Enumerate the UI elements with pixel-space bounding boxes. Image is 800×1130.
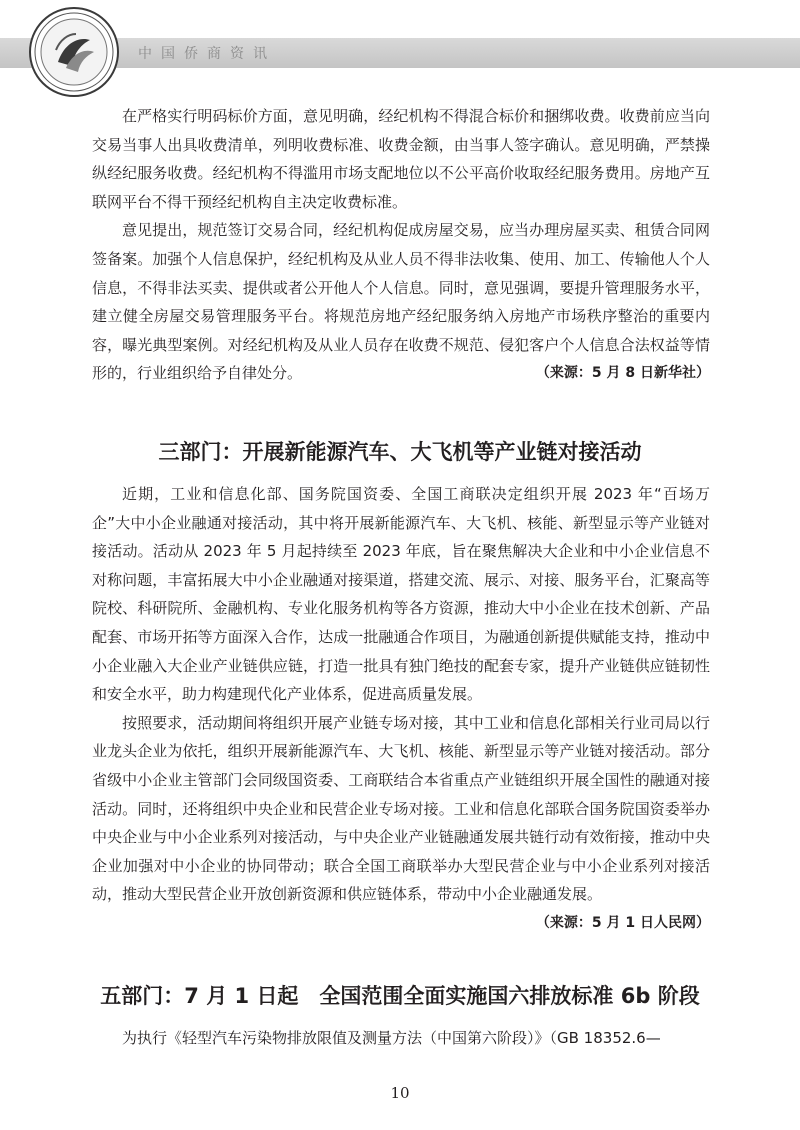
header-band	[0, 38, 800, 68]
page-number: 10	[390, 1084, 410, 1102]
paragraph: 为执行《轻型汽车污染物排放限值及测量方法（中国第六阶段）》（GB 18352.6—	[122, 1029, 661, 1047]
source-note: （来源：5 月 8 日新华社）	[535, 365, 710, 382]
article-title: 五部门：7 月 1 日起 全国范围全面实施国六排放标准 6b 阶段	[100, 984, 700, 1008]
paragraph: 在严格实行明码标价方面，意见明确，经纪机构不得混合标价和捆绑收费。收费前应当向交易当事人出具收费清单，列明收费标准、收费金额，由当事人签字确认。意见明确，严禁操纵经纪服务收费。经纪机构不得滥用市场支配地位以不公平高价收取经纪服务费用。房地产互联网平台不得干预经纪机构自主决定收费标准。	[92, 107, 710, 211]
paragraph: 按照要求，活动期间将组织开展产业链专场对接，其中工业和信息化部相关行业司局以行业龙头企业为依托，组织开展新能源汽车、大飞机、核能、新型显示等产业链对接活动。部分省级中小企业主管部门会同级国资委、工商联结合本省重点产业链组织开展全国性的融通对接活动。同时，还将组织中央企业和民营企业专场对接。工业和信息化部联合国务院国资委举办中央企业与中小企业系列对接活动，与中央企业产业链融通发展共链行动有效衔接，推动中央企业加强对中小企业的协同带动；联合全国工商联举办大型民营企业与中小企业系列对接活动，推动大型民营企业开放创新资源和供应链体系，带动中小企业融通发展。	[92, 713, 710, 904]
article-emission-standard	[92, 1024, 710, 1053]
paragraph: 近期，工业和信息化部、国务院国资委、全国工商联决定组织开展 2023 年“百场万企”大中小企业融通对接活动，其中将开展新能源汽车、大飞机、核能、新型显示等产业链对接活动。活动从 2023 年 5 月起持续至 2023 年底，旨在聚焦解决大企业和中小企业信息不对称问题，丰富拓展大中小企业融通对接渠道，搭建交流、展示、对接、服务平台，汇聚高等院校、科研院所、金融机构、专业化服务机构等各方资源，推动大中小企业在技术创新、产品配套、市场开拓等方面深入合作，达成一批融通合作项目，为融通创新提供赋能支持，推动中小企业融入大企业产业链供应链，打造一批具有独门绝技的配套专家，提升产业链供应链韧性和安全水平，助力构建现代化产业体系，促进高质量发展。	[92, 485, 710, 704]
publication-title: 中国侨商资讯	[138, 46, 276, 62]
paragraph-text: 意见提出，规范签订交易合同，经纪机构促成房屋交易，应当办理房屋买卖、租赁合同网签备案。加强个人信息保护，经纪机构及从业人员不得非法收集、使用、加工、传输他人个人信息，不得非法买卖、提供或者公开他人个人信息。同时，意见强调，要提升管理服务水平，建立健全房屋交易管理服务平台。将规范房地产经纪服务纳入房地产市场秩序整治的重要内容，曝光典型案例。对经纪机构及从业人员存在收费不规范、侵犯客户个人信息合法权益等情形的，行业组织给予自律处分。	[92, 221, 710, 383]
publication-logo	[28, 6, 120, 98]
source-note: （来源：5 月 1 日人民网）	[535, 914, 710, 931]
article-housing-brokerage	[92, 102, 710, 388]
article-industry-chain	[92, 480, 710, 937]
paragraph	[92, 216, 710, 388]
article-title: 三部门：开展新能源汽车、大飞机等产业链对接活动	[158, 440, 642, 464]
